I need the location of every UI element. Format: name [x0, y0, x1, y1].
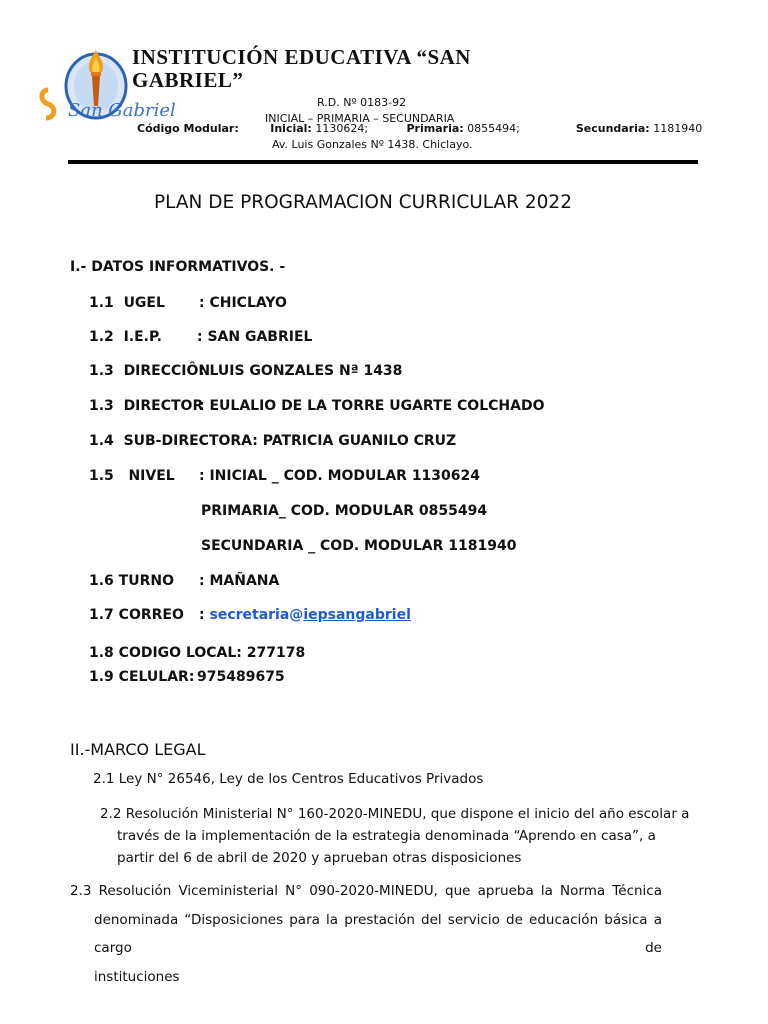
inicial-label: Inicial: — [270, 122, 312, 135]
legal-item-2-2-line-1: 2.2 Resolución Ministerial N° 160-2020-MINEDU, que dispone el inicio del año escolar a — [100, 806, 690, 822]
education-levels: INICIAL – PRIMARIA – SECUNDARIA — [265, 112, 455, 125]
legal-item-2-2-line-2: través de la implementación de la estrategia denominada “Aprendo en casa”, a — [117, 828, 656, 844]
inicial-code: 1130624; — [315, 122, 369, 135]
item-value: PATRICIA GUANILO CRUZ — [262, 433, 457, 449]
info-row-subdirectora — [89, 433, 456, 449]
info-row-iep — [89, 329, 162, 345]
email-link-user[interactable]: secretaria@ — [209, 607, 304, 623]
primaria-code: 0855494; — [467, 122, 520, 135]
header-divider — [68, 160, 698, 164]
info-value-nivel: : INICIAL _ COD. MODULAR 1130624 — [199, 468, 481, 484]
logo-text: San Gabriel — [68, 100, 176, 121]
info-row-correo: 1.7 CORREO — [89, 607, 184, 623]
legal-item-2-3-line-2: denominada “Disposiciones para la prestación del servicio de educación básica a cargo de — [94, 911, 662, 956]
item-label: SUB-DIRECTORA: — [123, 433, 258, 449]
modular-codes — [137, 122, 702, 135]
legal-item-2-3 — [70, 877, 662, 991]
item-label: NIVEL — [128, 468, 175, 484]
email-link-domain[interactable]: iepsangabriel — [303, 607, 411, 623]
correo-prefix: : — [199, 607, 210, 623]
nivel-primaria: PRIMARIA_ COD. MODULAR 0855494 — [201, 503, 488, 519]
item-number: 1.3 — [89, 398, 114, 414]
legal-item-2-1: 2.1 Ley N° 26546, Ley de los Centros Educativos Privados — [93, 771, 484, 787]
info-value-iep: : SAN GABRIEL — [197, 329, 313, 345]
info-value-correo — [199, 607, 411, 623]
item-label: DIRECCIÔN — [123, 363, 211, 379]
item-label: UGEL — [123, 295, 165, 311]
item-label: DIRECTOR — [123, 398, 204, 414]
info-row-direccion — [89, 363, 210, 379]
info-row-ugel — [89, 295, 165, 311]
info-value-director: : EULALIO DE LA TORRE UGARTE COLCHADO — [199, 398, 545, 414]
info-row-codigo-local: 1.8 CODIGO LOCAL: 277178 — [89, 645, 306, 661]
item-number: 1.2 — [89, 329, 114, 345]
secundaria-label: Secundaria: — [575, 122, 650, 135]
legal-item-2-3-line-1: 2.3 Resolución Viceministerial N° 090-2020-MINEDU, que aprueba la Norma Técnica — [70, 883, 662, 899]
info-row-turno: 1.6 TURNO — [89, 573, 174, 589]
section-heading-marco-legal: II.-MARCO LEGAL — [70, 740, 206, 759]
legal-item-2-2-line-3: partir del 6 de abril de 2020 y aprueban otras disposiciones — [117, 850, 522, 866]
page-title: PLAN DE PROGRAMACION CURRICULAR 2022 — [154, 192, 572, 213]
info-row-celular: 1.9 CELULAR: — [89, 669, 195, 685]
item-number: 1.5 — [89, 468, 114, 484]
info-value-direccion: : LUIS GONZALES Nª 1438 — [199, 363, 403, 379]
primaria-label: Primaria: — [406, 122, 464, 135]
nivel-secundaria: SECUNDARIA _ COD. MODULAR 1181940 — [201, 538, 517, 554]
item-number: 1.3 — [89, 363, 114, 379]
item-number: 1.1 — [89, 295, 114, 311]
legal-item-2-3-line-3: instituciones — [94, 968, 180, 985]
info-value-turno: : MAÑANA — [199, 573, 280, 589]
info-value-celular: 975489675 — [197, 669, 285, 685]
info-row-director — [89, 398, 203, 414]
item-label: I.E.P. — [123, 329, 162, 345]
address: Av. Luis Gonzales Nº 1438. Chiclayo. — [272, 138, 473, 151]
resolution-number: R.D. Nº 0183-92 — [317, 96, 407, 109]
section-heading-datos: I.- DATOS INFORMATIVOS. - — [70, 259, 286, 275]
item-number: 1.4 — [89, 433, 114, 449]
info-value-ugel: : CHICLAYO — [199, 295, 287, 311]
institution-name: INSTITUCIÓN EDUCATIVA “SAN GABRIEL” — [132, 45, 471, 92]
info-row-nivel — [89, 468, 175, 484]
secundaria-code: 1181940 — [653, 122, 703, 135]
code-label: Código Modular: — [137, 122, 239, 135]
